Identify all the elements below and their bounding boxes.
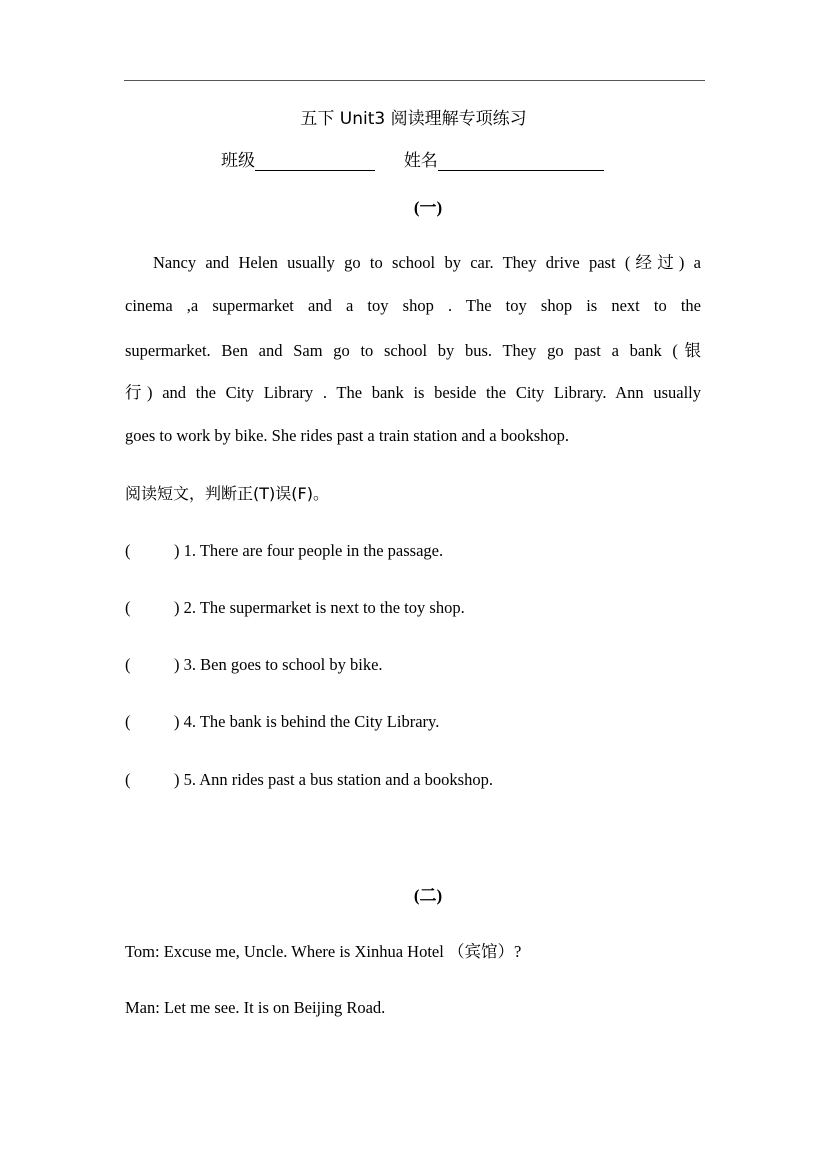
- header-rule: [124, 80, 705, 81]
- name-blank[interactable]: [438, 152, 604, 171]
- passage-line-4: 行) and the City Library . The bank is beside the City Library. Ann usually: [125, 383, 701, 402]
- class-blank[interactable]: [255, 152, 375, 171]
- student-info-row: [221, 146, 604, 171]
- section-one-heading: (一): [413, 198, 443, 217]
- passage-line-2: cinema ,a supermarket and a toy shop . The toy shop is next to the: [125, 296, 701, 315]
- answer-blank[interactable]: (: [125, 655, 131, 674]
- question-text: 2. The supermarket is next to the toy shop.: [183, 598, 465, 617]
- section-two-heading: (二): [413, 886, 443, 905]
- answer-blank[interactable]: (: [125, 770, 131, 789]
- dialogue-line-1: Tom: Excuse me, Uncle. Where is Xinhua Hotel （宾馆）?: [125, 942, 522, 961]
- question-item: ( ) 5. Ann rides past a bus station and a bookshop.: [125, 770, 493, 789]
- name-label: 姓名: [403, 151, 438, 171]
- passage-line-5: goes to work by bike. She rides past a train station and a bookshop.: [125, 426, 570, 445]
- question-item: ( ) 1. There are four people in the passage.: [125, 541, 444, 560]
- class-label: 班级: [221, 151, 255, 171]
- passage-line-3: supermarket. Ben and Sam go to school by bus. They go past a bank (银: [125, 341, 701, 360]
- passage-line-1: Nancy and Helen usually go to school by car. They drive past (经过) a: [153, 253, 701, 272]
- answer-blank[interactable]: (: [125, 541, 131, 560]
- question-item: ( ) 4. The bank is behind the City Library.: [125, 712, 440, 731]
- question-text: 1. There are four people in the passage.: [183, 541, 444, 560]
- dialogue-line-2: Man: Let me see. It is on Beijing Road.: [125, 998, 386, 1017]
- question-item: ( ) 3. Ben goes to school by bike.: [125, 655, 383, 674]
- question-text: 3. Ben goes to school by bike.: [183, 655, 383, 674]
- question-text: 5. Ann rides past a bus station and a bookshop.: [183, 770, 493, 789]
- answer-blank[interactable]: (: [125, 712, 131, 731]
- worksheet-title: 五下 Unit3 阅读理解专项练习: [300, 109, 527, 129]
- instruction-text: 阅读短文，判断正(T)误(F)。: [125, 484, 329, 503]
- question-item: ( ) 2. The supermarket is next to the toy shop.: [125, 598, 465, 617]
- question-text: 4. The bank is behind the City Library.: [183, 712, 440, 731]
- answer-blank[interactable]: (: [125, 598, 131, 617]
